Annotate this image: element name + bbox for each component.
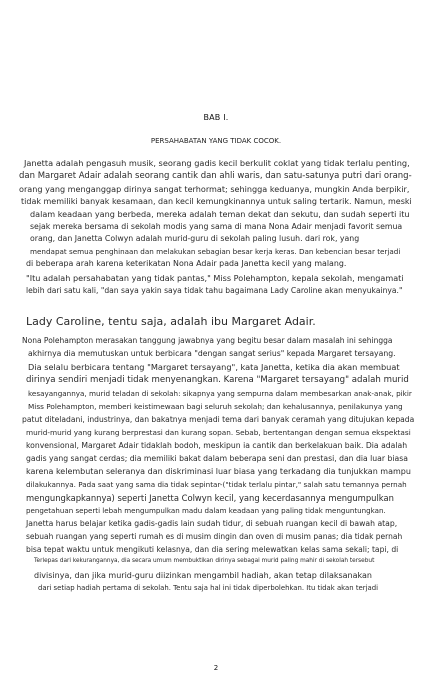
text-line: lebih dari satu kali, "dan saya yakin saya tidak tahu bagaimana Lady Caroline akan menyukainya.": [26, 286, 403, 295]
text-line: di beberapa arah karena keterikatan Nona Adair pada Janetta kecil yang malang.: [26, 259, 347, 268]
text-line: Nona Polehampton merasakan tanggung jawabnya yang begitu besar dalam masalah ini sehingga: [22, 336, 393, 345]
text-line: Dia selalu berbicara tentang "Margaret tersayang", kata Janetta, ketika dia akan membuat: [28, 362, 400, 372]
text-line: dalam keadaan yang berbeda, mereka adalah teman dekat dan sekutu, dan sudah seperti itu: [30, 209, 410, 219]
text-line: tidak memiliki banyak kesamaan, dan kecil kemungkinannya untuk saling tertarik. Namun, meski: [21, 197, 412, 206]
text-line: Janetta harus belajar ketika gadis-gadis lain sudah tidur, di sebuah ruangan kecil di bawah atap,: [26, 519, 398, 528]
text-line: dilakukannya. Pada saat yang sama dia tidak sepintar-("tidak terlalu pintar," salah satu temannya pernah: [26, 480, 407, 489]
text-line: Terlepas dari kekurangannya, dia secara umum membuktikan dirinya sebagai murid paling mahir di sekolah tersebut: [34, 558, 375, 564]
text-line: karena kelembutan seleranya dan diskriminasi luar biasa yang terkadang dia tunjukkan mampu: [26, 467, 411, 476]
text-line: pengetahuan seperti lebah mengumpulkan madu dalam keadaan yang paling tidak menguntungkan.: [26, 506, 386, 515]
text-line: sejak mereka bersama di sekolah modis yang sama di mana Nona Adair menjadi favorit semua: [30, 222, 403, 231]
text-line: kesayangannya, murid teladan di sekolah: sikapnya yang sempurna dalam membesarkan anak-anak, pikir: [28, 389, 412, 398]
text-line: Miss Polehampton, memberi keistimewaan bagi seluruh sekolah; dan kehalusannya, penilakunya yang: [28, 402, 403, 411]
chapter-title: PERSAHABATAN YANG TIDAK COCOK.: [150, 137, 282, 145]
text-line: mendapat semua penghinaan dan melakukan sebagian besar kerja keras. Dan kebencian besar terjadi: [30, 247, 401, 256]
text-line: mengungkapkannya) seperti Janetta Colwyn kecil, yang kecerdasannya mengumpulkan: [26, 493, 394, 503]
text-line: dan Margaret Adair adalah seorang cantik dan ahli waris, dan satu-satunya putri dari orang-: [19, 171, 412, 181]
text-line: orang, dan Janetta Colwyn adalah murid-guru di sekolah paling lusuh. dari rok, yang: [30, 234, 360, 243]
text-line: bisa tepat waktu untuk mengikuti kelasnya, dan dia sering melewatkan kelas sama sekali; tapi, di: [26, 545, 399, 554]
text-line: orang yang menganggap dirinya sangat terhormat; sehingga keduanya, mungkin Anda berpikir,: [19, 184, 410, 194]
chapter-heading: BAB I.: [203, 113, 229, 122]
page-number: 2: [213, 664, 219, 672]
text-line: Lady Caroline, tentu saja, adalah ibu Margaret Adair.: [26, 315, 316, 328]
text-line: konvensional, Margaret Adair tidaklah bodoh, meskipun ia cantik dan berkelakuan baik. Dia adalah: [26, 441, 408, 450]
text-line: sebuah ruangan yang seperti rumah es di musim dingin dan oven di musim panas; dia tidak pernah: [26, 532, 403, 541]
text-line: dari setiap hadiah pertama di sekolah. Tentu saja hal ini tidak diperbolehkan. Itu tidak akan terjadi: [38, 584, 379, 592]
text-line: "Itu adalah persahabatan yang tidak pantas," Miss Polehampton, kepala sekolah, mengamati: [26, 273, 404, 283]
text-line: gadis yang sangat cerdas; dia memiliki bakat dalam beberapa seni dan prestasi, dan dia luar biasa: [26, 454, 408, 463]
text-line: dirinya sendiri menjadi tidak menyenangkan. Karena "Margaret tersayang" adalah murid: [26, 375, 409, 385]
text-line: Janetta adalah pengasuh musik, seorang gadis kecil berkulit coklat yang tidak terlalu penting,: [24, 158, 410, 168]
text-line: murid-murid yang kurang berprestasi dan kurang sopan. Sebab, bertentangan dengan semua ekspektasi: [26, 428, 411, 437]
text-line: akhirnya dia memutuskan untuk berbicara "dengan sangat serius" kepada Margaret tersayang.: [28, 349, 396, 358]
text-line: patut diteladani, industrinya, dan bakatnya menjadi tema dari banyak ceramah yang ditujukan kepada: [22, 415, 415, 424]
text-line: divisinya, dan jika murid-guru diizinkan mengambil hadiah, akan tetap dilaksanakan: [34, 571, 372, 580]
